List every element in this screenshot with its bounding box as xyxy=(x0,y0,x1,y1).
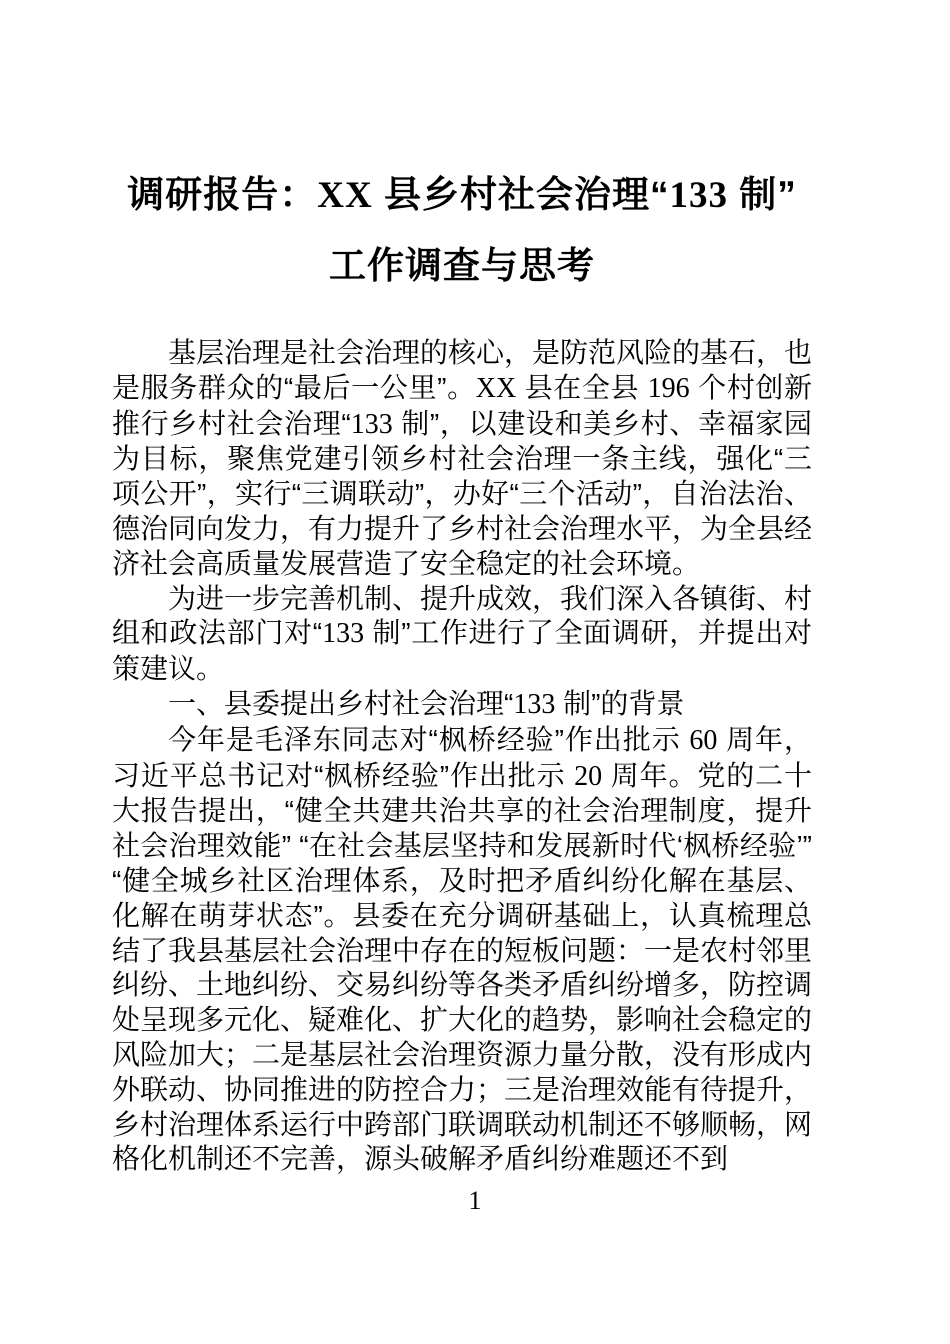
paragraph-purpose: 为进一步完善机制、提升成效，我们深入各镇街、村组和政法部门对“133 制”工作进行了全面调研，并提出对策建议。 xyxy=(112,582,813,685)
paragraph-background: 今年是毛泽东同志对“枫桥经验”作出批示 60 周年，习近平总书记对“枫桥经验”作出批示 20 周年。党的二十大报告提出，“健全共建共治共享的社会治理制度，提升社会治理效能” “在社会基层坚持和发展新时代‘枫桥经验’” “健全城乡社区治理体系，及时把矛盾纠纷化解在基层、化解在萌芽状态”。县委在充分调研基础上，认真梳理总结了我县基层社会治理中存在的短板问题：一是农村邻里纠纷、土地纠纷、交易纠纷等各类矛盾纠纷增多，防控调处呈现多元化、疑难化、扩大化的趋势，影响社会稳定的风险加大；二是基层社会治理资源力量分散，没有形成内外联动、协同推进的防控合力；三是治理效能有待提升，乡村治理体系运行中跨部门联调联动机制还不够顺畅，网格化机制还不完善，源头破解矛盾纠纷难题还不到 xyxy=(112,723,813,1175)
title-line-2: 工作调查与思考 xyxy=(329,245,595,286)
document-body xyxy=(112,336,812,1177)
page-number: 1 xyxy=(468,1186,482,1215)
title-line-1: 调研报告：XX 县乡村社会治理“133 制” xyxy=(127,174,797,216)
section-heading-1: 一、县委提出乡村社会治理“133 制”的背景 xyxy=(168,687,685,720)
paragraph-intro: 基层治理是社会治理的核心，是防范风险的基石，也是服务群众的“最后一公里”。XX 县在全县 196 个村创新推行乡村社会治理“133 制”，以建设和美乡村、幸福家园为目标，聚焦党建引领乡村社会治理一条主线，强化“三项公开”，实行“三调联动”，办好“三个活动”，自治法治、德治同向发力，有力提升了乡村社会治理水平，为全县经济社会高质量发展营造了安全稳定的社会环境。 xyxy=(112,337,813,579)
document-title xyxy=(112,160,812,301)
